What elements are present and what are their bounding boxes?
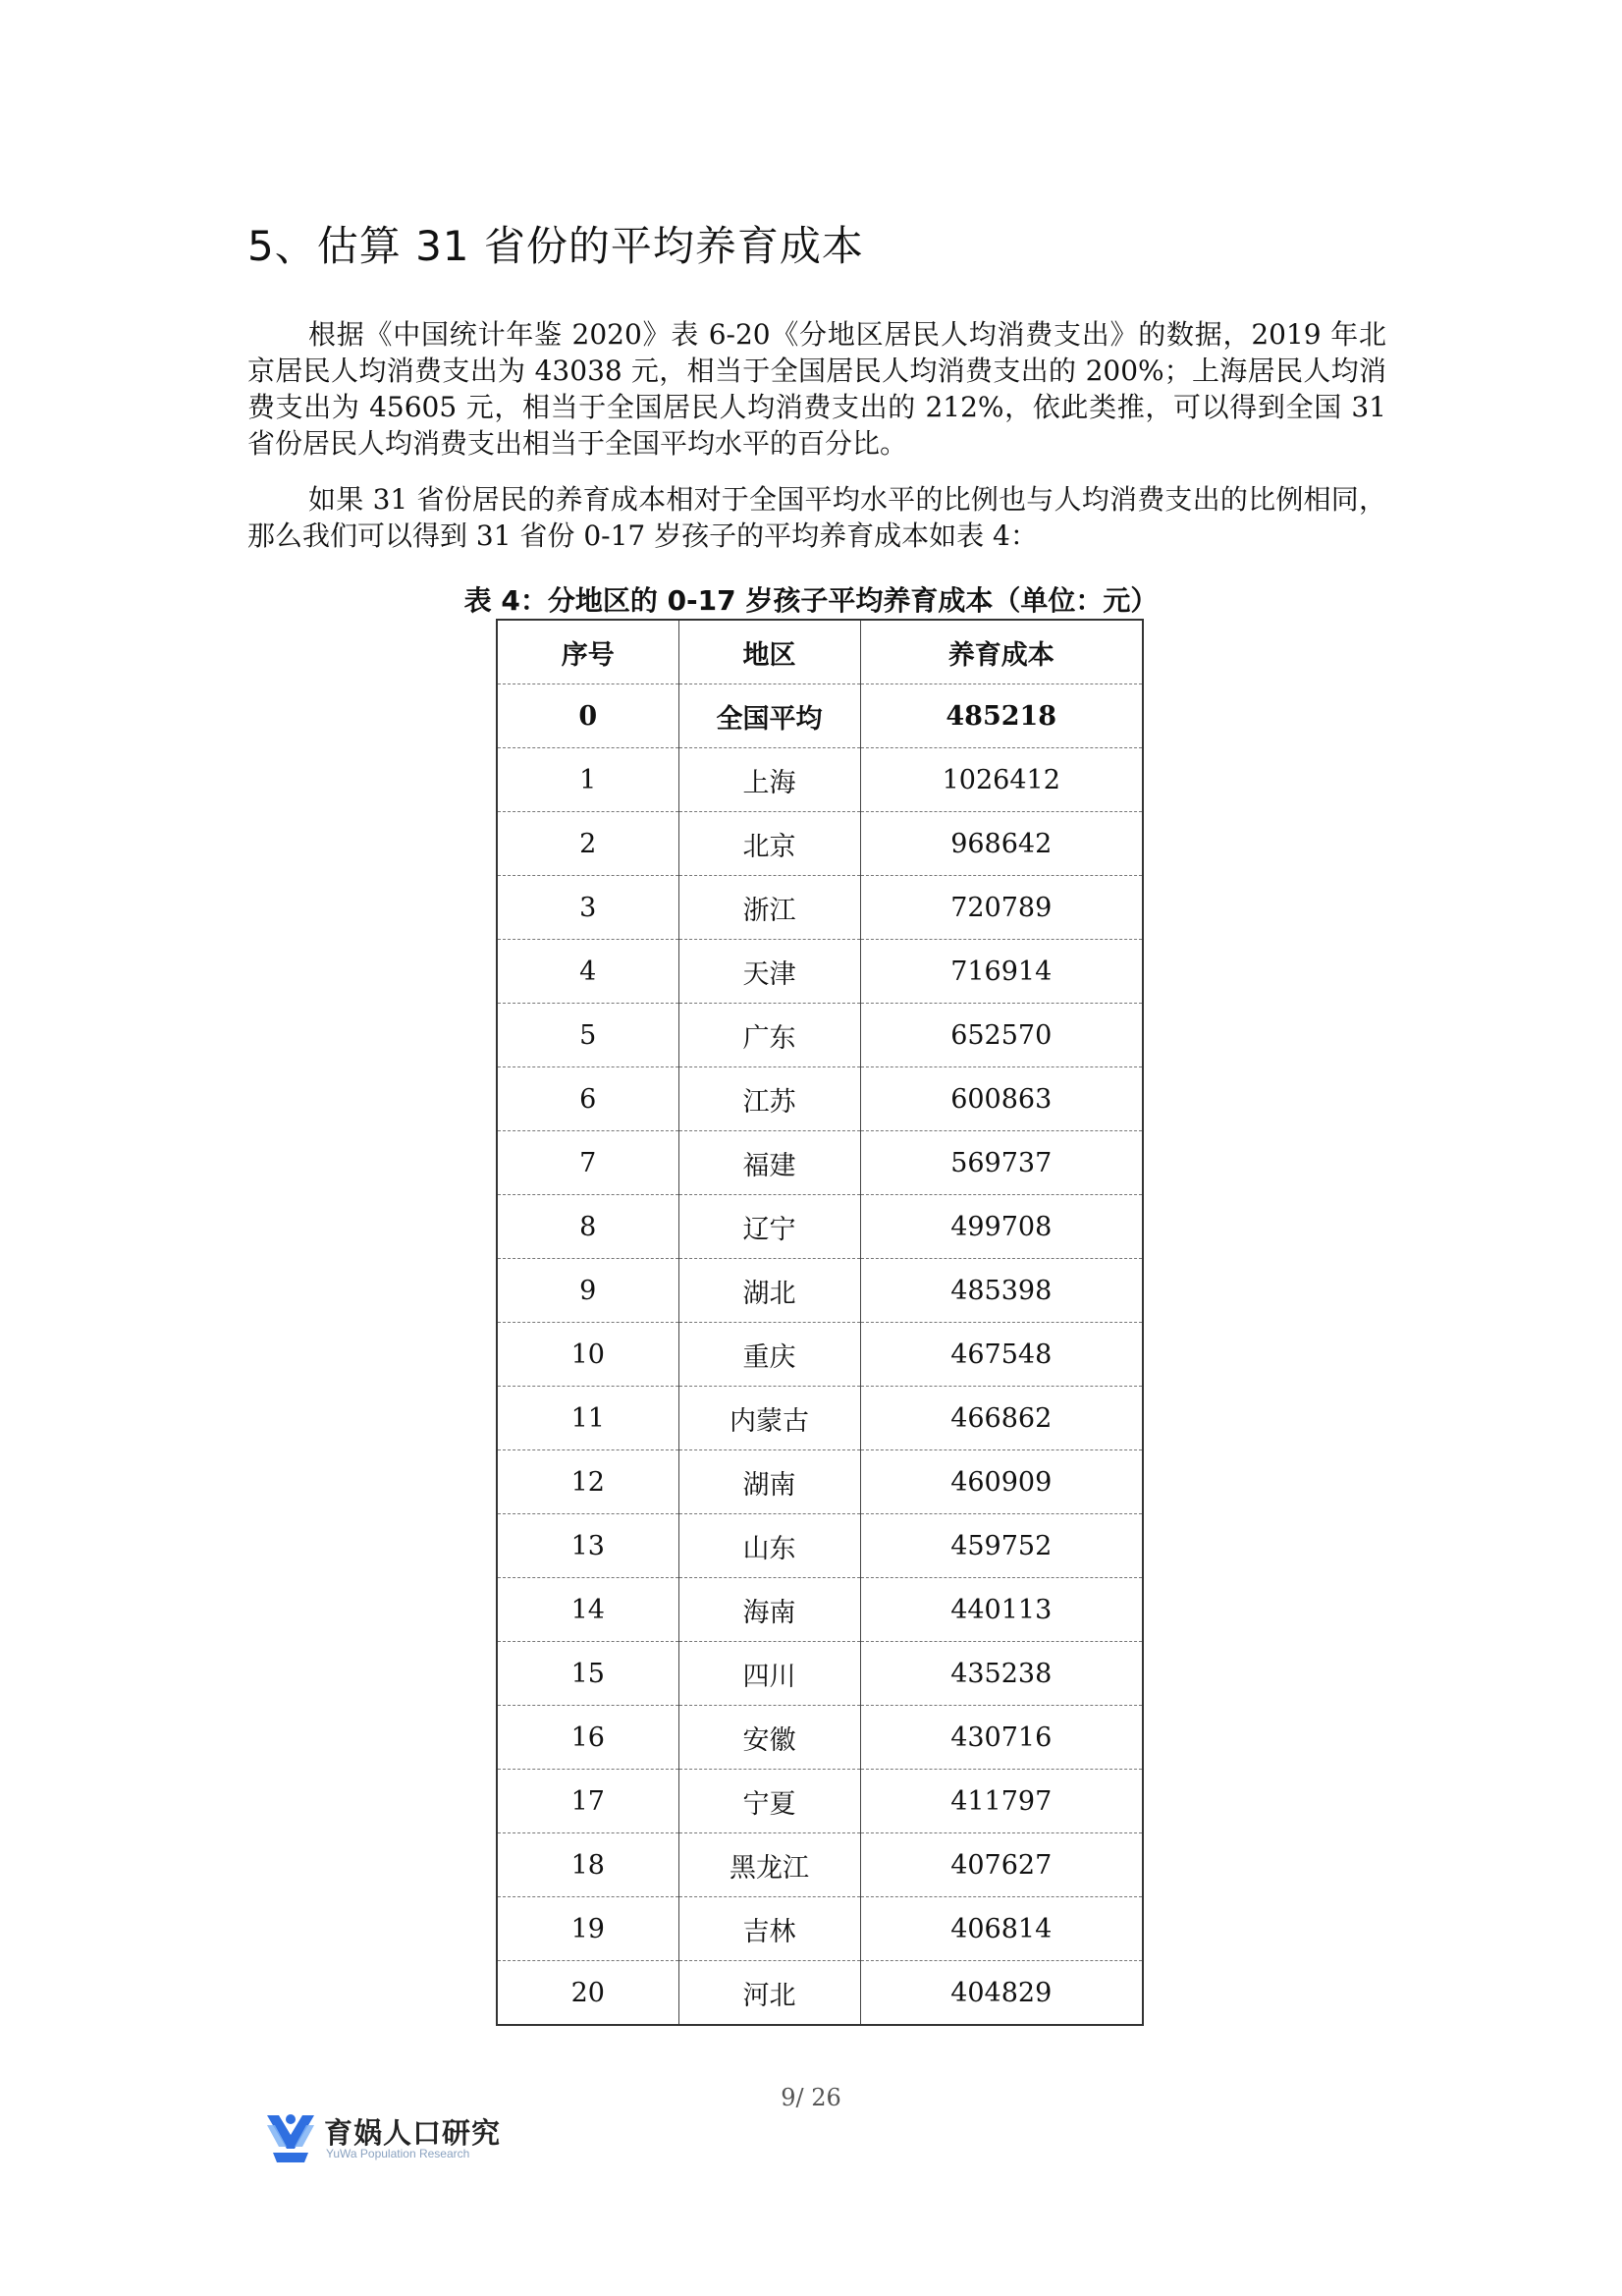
cell-region: 重庆 [678, 1323, 860, 1387]
cell-index: 20 [497, 1961, 678, 2026]
cell-cost: 968642 [860, 812, 1143, 876]
table-row [497, 1770, 1143, 1833]
cell-index: 9 [497, 1259, 678, 1323]
cell-cost: 406814 [860, 1897, 1143, 1961]
logo-title: 育娲人口研究 [324, 2116, 502, 2150]
cell-cost: 499708 [860, 1195, 1143, 1259]
cell-index: 7 [497, 1131, 678, 1195]
cell-index: 16 [497, 1706, 678, 1770]
cell-cost: 466862 [860, 1387, 1143, 1450]
cell-index: 8 [497, 1195, 678, 1259]
cell-index: 15 [497, 1642, 678, 1706]
table-row [497, 1578, 1143, 1642]
table-row-national-average [497, 684, 1143, 748]
cell-index: 5 [497, 1004, 678, 1067]
cell-cost: 467548 [860, 1323, 1143, 1387]
cell-index: 2 [497, 812, 678, 876]
header-cost: 养育成本 [860, 620, 1143, 684]
cell-region: 湖北 [678, 1259, 860, 1323]
cell-index: 0 [497, 684, 678, 748]
cell-cost: 485218 [860, 684, 1143, 748]
cell-cost: 435238 [860, 1642, 1143, 1706]
table-row [497, 1387, 1143, 1450]
table-row [497, 1642, 1143, 1706]
cell-index: 14 [497, 1578, 678, 1642]
cell-region: 宁夏 [678, 1770, 860, 1833]
paragraph-consumption: 根据《中国统计年鉴 2020》表 6-20《分地区居民人均消费支出》的数据，2019 年北京居民人均消费支出为 43038 元，相当于全国居民人均消费支出的 200%；上海居民人均消费支出为 45605 元，相当于全国居民人均消费支出的 212%，依此类推，可以得到全国 31 省份居民人均消费支出相当于全国平均水平的百分比。 [247, 318, 1386, 460]
cell-region: 吉林 [678, 1897, 860, 1961]
cell-index: 11 [497, 1387, 678, 1450]
table-row [497, 1323, 1143, 1387]
header-index: 序号 [497, 620, 678, 684]
logo-subtitle: YuWa Population Research [326, 2147, 470, 2160]
cell-region: 上海 [678, 748, 860, 812]
cell-cost: 600863 [860, 1067, 1143, 1131]
table-row [497, 1131, 1143, 1195]
table-row [497, 1004, 1143, 1067]
cell-cost: 485398 [860, 1259, 1143, 1323]
table-header-row [497, 620, 1143, 684]
cell-cost: 459752 [860, 1514, 1143, 1578]
parenting-cost-table [496, 619, 1144, 2026]
cell-cost: 569737 [860, 1131, 1143, 1195]
yuwa-logo-icon [265, 2109, 316, 2164]
cell-region: 河北 [678, 1961, 860, 2026]
cell-cost: 440113 [860, 1578, 1143, 1642]
cell-region: 黑龙江 [678, 1833, 860, 1897]
cell-cost: 407627 [860, 1833, 1143, 1897]
table-row [497, 1833, 1143, 1897]
table-row [497, 1961, 1143, 2026]
cell-index: 4 [497, 940, 678, 1004]
cell-index: 12 [497, 1450, 678, 1514]
cell-region: 辽宁 [678, 1195, 860, 1259]
cell-region: 湖南 [678, 1450, 860, 1514]
paragraph-assumption: 如果 31 省份居民的养育成本相对于全国平均水平的比例也与人均消费支出的比例相同，那么我们可以得到 31 省份 0-17 岁孩子的平均养育成本如表 4： [247, 483, 1386, 552]
table-row [497, 1450, 1143, 1514]
footer-logo [265, 2109, 520, 2168]
cell-cost: 404829 [860, 1961, 1143, 2026]
cell-region: 北京 [678, 812, 860, 876]
header-region: 地区 [678, 620, 860, 684]
cell-index: 17 [497, 1770, 678, 1833]
cell-region: 天津 [678, 940, 860, 1004]
cell-cost: 411797 [860, 1770, 1143, 1833]
cell-cost: 716914 [860, 940, 1143, 1004]
cell-region: 海南 [678, 1578, 860, 1642]
cell-index: 18 [497, 1833, 678, 1897]
cell-region: 安徽 [678, 1706, 860, 1770]
cell-cost: 720789 [860, 876, 1143, 940]
table-row [497, 812, 1143, 876]
cell-index: 1 [497, 748, 678, 812]
table-row [497, 1514, 1143, 1578]
cell-region: 浙江 [678, 876, 860, 940]
table-row [497, 876, 1143, 940]
table-row [497, 940, 1143, 1004]
cell-index: 13 [497, 1514, 678, 1578]
table-row [497, 1897, 1143, 1961]
table-row [497, 748, 1143, 812]
cell-region: 全国平均 [678, 684, 860, 748]
cell-cost: 652570 [860, 1004, 1143, 1067]
cell-region: 福建 [678, 1131, 860, 1195]
cell-region: 广东 [678, 1004, 860, 1067]
section-heading: 5、估算 31 省份的平均养育成本 [247, 222, 864, 270]
table-row [497, 1706, 1143, 1770]
cell-index: 19 [497, 1897, 678, 1961]
table-row [497, 1259, 1143, 1323]
cell-cost: 1026412 [860, 748, 1143, 812]
cell-region: 江苏 [678, 1067, 860, 1131]
cell-index: 10 [497, 1323, 678, 1387]
page-number: 9/ 26 [781, 2084, 841, 2111]
table-caption: 表 4：分地区的 0-17 岁孩子平均养育成本（单位：元） [463, 584, 1159, 617]
cell-region: 四川 [678, 1642, 860, 1706]
cell-index: 6 [497, 1067, 678, 1131]
table-row [497, 1195, 1143, 1259]
cell-cost: 460909 [860, 1450, 1143, 1514]
cell-region: 内蒙古 [678, 1387, 860, 1450]
table-row [497, 1067, 1143, 1131]
cell-index: 3 [497, 876, 678, 940]
cell-cost: 430716 [860, 1706, 1143, 1770]
cell-region: 山东 [678, 1514, 860, 1578]
